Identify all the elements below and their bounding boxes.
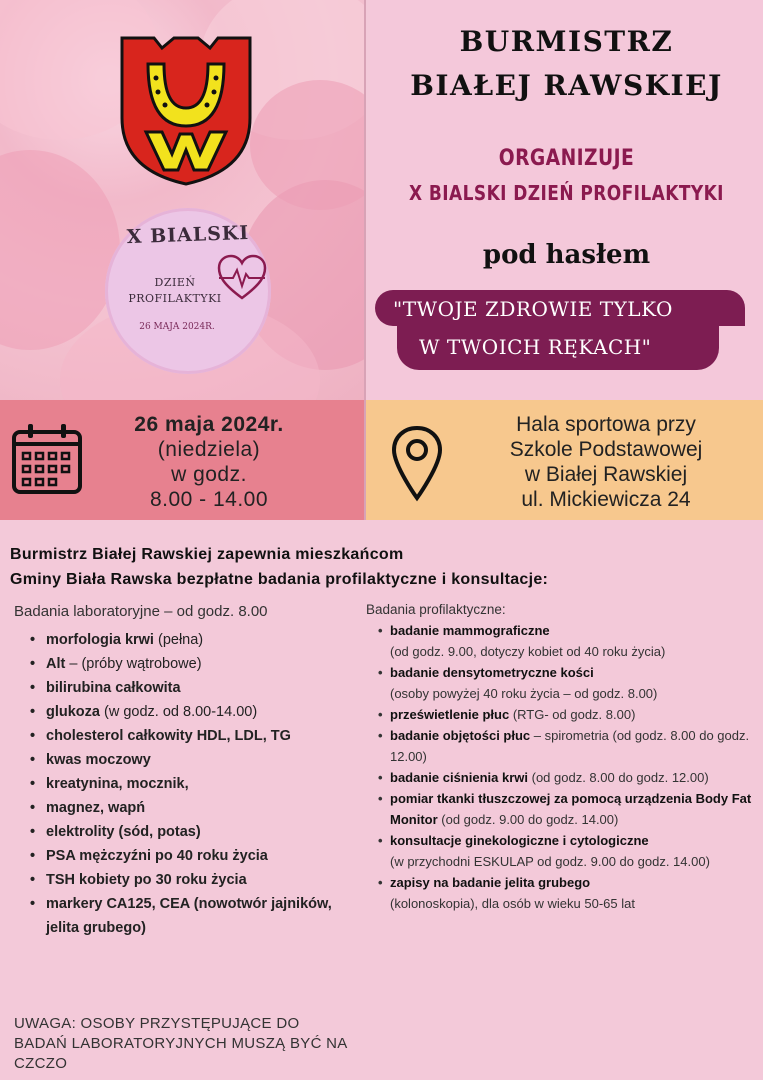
fasting-notice: UWAGA: OSOBY PRZYSTĘPUJĄCE DO BADAŃ LABORATORYJNYCH MUSZĄ BYĆ NA CZCZO [14, 1015, 347, 1072]
organizuje-label: ORGANIZUJE [498, 146, 635, 171]
item-name: TSH kobiety po 30 roku życia [46, 872, 247, 888]
list-item [378, 704, 758, 725]
date-band [0, 400, 366, 520]
event-date-block [94, 412, 324, 512]
event-location [456, 412, 756, 512]
prevention-tests-section [366, 600, 758, 914]
item-name: badanie densytometryczne kości [390, 665, 594, 680]
event-time-label: w godz. [171, 463, 247, 486]
item-name: morfologia krwi [46, 632, 154, 648]
item-name: pomiar tkanki tłuszczowej za pomocą urządzenia Body Fat Monitor [390, 791, 752, 827]
organizer-line-1: BURMISTRZ [459, 25, 674, 58]
event-name [399, 142, 733, 210]
badge-line-1: DZIEŃ [154, 276, 196, 289]
item-name: badanie mammograficzne [390, 623, 550, 638]
list-item [30, 892, 354, 940]
list-item [378, 872, 758, 914]
lab-tests-title: Badania laboratoryjne – od godz. 8.00 [14, 603, 268, 620]
location-band [366, 400, 763, 520]
organizer-line-2: BIAŁEJ RAWSKIEJ [410, 69, 723, 102]
item-detail: (osoby powyżej 40 roku życia – od godz. 8.00) [390, 686, 658, 701]
slogan-banner-top [375, 290, 745, 326]
item-detail: (od godz. 9.00 do godz. 14.00) [437, 812, 619, 827]
item-name: bilirubina całkowita [46, 680, 181, 696]
intro-line-1: Burmistrz Białej Rawskiej zapewnia mieszkańcom [10, 546, 404, 563]
intro-line-2: Gminy Biała Rawska bezpłatne badania profilaktyczne i konsultacje: [10, 571, 549, 588]
list-item [30, 652, 354, 676]
badge-date: 26 MAJA 2024R. [139, 322, 215, 332]
item-name: kwas moczowy [46, 752, 151, 768]
item-name: glukoza [46, 704, 100, 720]
item-name: Alt [46, 656, 66, 672]
item-detail: – (próby wątrobowe) [65, 656, 202, 672]
item-name: badanie ciśnienia krwi [390, 770, 528, 785]
slogan-banner-bottom [397, 326, 719, 370]
heart-pulse-icon [217, 254, 267, 302]
item-detail: (w przychodni ESKULAP od godz. 9.00 do godz. 14.00) [390, 854, 710, 869]
floral-art [0, 0, 366, 400]
item-name: magnez, wapń [46, 800, 146, 816]
list-item [378, 620, 758, 662]
item-detail: (od godz. 9.00, dotyczy kobiet od 40 roku życia) [390, 644, 666, 659]
list-item [30, 628, 354, 652]
item-detail: (w godz. od 8.00-14.00) [99, 704, 258, 720]
list-item [378, 725, 758, 767]
item-detail: (RTG- od godz. 8.00) [509, 707, 636, 722]
list-item [30, 700, 354, 724]
list-item [30, 748, 354, 772]
prevention-tests-title: Badania profilaktyczne: [366, 602, 506, 617]
event-date: 26 maja 2024r. [134, 413, 284, 436]
item-name: konsultacje ginekologiczne i cytologiczne [390, 833, 649, 848]
item-detail: (od godz. 8.00 do godz. 12.00) [528, 770, 709, 785]
slogan-line-1: "TWOJE ZDROWIE TYLKO [393, 297, 673, 321]
item-name: badanie objętości płuc [390, 728, 531, 743]
map-pin-icon [390, 424, 444, 502]
badge-line-2: PROFILAKTYKI [128, 292, 222, 305]
pod-haslem-label: pod hasłem [482, 240, 651, 270]
list-item [30, 724, 354, 748]
location-line-1: Hala sportowa przy [516, 413, 696, 436]
item-name: markery CA125, CEA (nowotwór jajników, jelita grubego) [46, 896, 332, 936]
location-line-2: Szkole Podstawowej [509, 438, 703, 461]
list-item [378, 662, 758, 704]
list-item [30, 772, 354, 796]
list-item [378, 830, 758, 872]
list-item [378, 767, 758, 788]
item-name: PSA mężczyźni po 40 roku życia [46, 848, 268, 864]
list-item [30, 820, 354, 844]
event-day: (niedziela) [157, 438, 261, 461]
list-item [30, 868, 354, 892]
item-name: prześwietlenie płuc [390, 707, 510, 722]
event-title: X BIALSKI DZIEŃ PROFILAKTYKI [409, 181, 724, 205]
lab-tests-list [14, 628, 354, 940]
item-name: cholesterol całkowity HDL, LDL, TG [46, 728, 291, 744]
item-detail: (kolonoskopia), dla osób w wieku 50-65 lat [390, 896, 635, 911]
prevention-tests-list [366, 620, 758, 914]
calendar-icon [10, 422, 84, 496]
item-name: kreatynina, mocznik, [46, 776, 189, 792]
list-item [378, 788, 758, 830]
list-item [30, 676, 354, 700]
poster-top [0, 0, 763, 400]
slogan-line-2: W TWOICH RĘKACH" [419, 335, 652, 359]
item-detail: – spirometria (od godz. 8.00 do godz. 12.00) [390, 728, 750, 764]
badge-title: X BIALSKI [126, 221, 250, 249]
event-badge [105, 208, 271, 374]
lab-tests-section [14, 600, 354, 940]
list-item [30, 796, 354, 820]
location-line-4: ul. Mickiewicza 24 [521, 488, 691, 511]
item-name: elektrolity (sód, potas) [46, 824, 201, 840]
item-detail: (pełna) [153, 632, 204, 648]
organizer-title [370, 20, 763, 108]
intro-text [10, 542, 755, 592]
list-item [30, 844, 354, 868]
location-line-3: w Białej Rawskiej [524, 463, 688, 486]
item-name: zapisy na badanie jelita grubego [390, 875, 591, 890]
coat-of-arms-icon [118, 30, 254, 186]
event-hours: 8.00 - 14.00 [149, 488, 269, 511]
